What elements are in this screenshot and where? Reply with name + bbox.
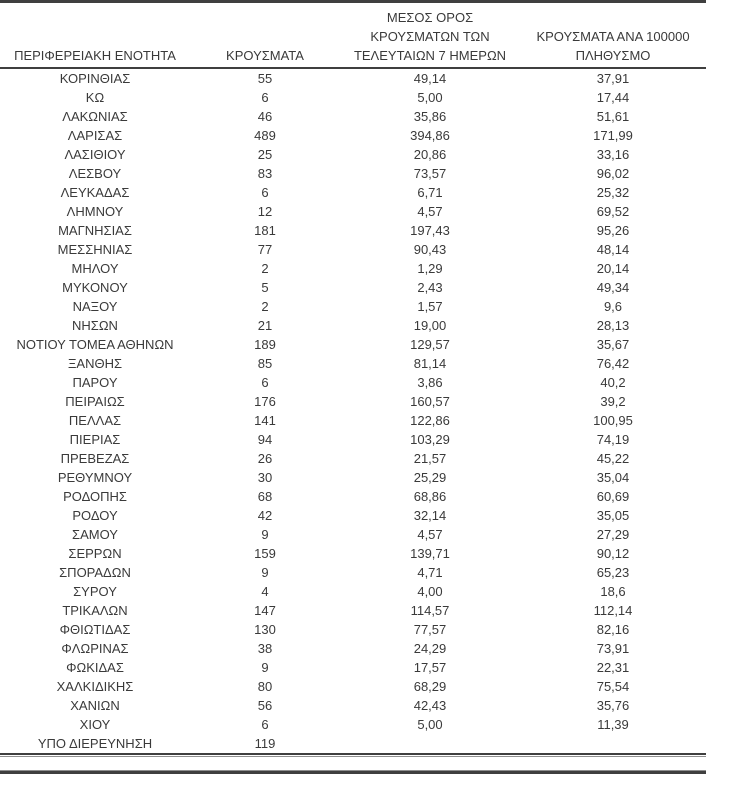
cell-avg7: 21,57 bbox=[413, 451, 447, 466]
cell-avg7: 73,57 bbox=[413, 166, 447, 181]
cell-cases: 5 bbox=[261, 280, 269, 295]
cell-avg7: 35,86 bbox=[413, 109, 447, 124]
header-per100k-line1: ΚΡΟΥΣΜΑΤΑ ΑΝΑ 100000 bbox=[536, 29, 690, 44]
header-per100k-line2: ΠΛΗΘΥΣΜΟ bbox=[575, 48, 651, 63]
cell-cases: 141 bbox=[254, 413, 276, 428]
cell-per100k: 35,76 bbox=[596, 698, 630, 713]
cell-region: ΝΟΤΙΟΥ ΤΟΜΕΑ ΑΘΗΝΩΝ bbox=[16, 337, 174, 352]
cell-per100k: 51,61 bbox=[596, 109, 630, 124]
cell-per100k: 65,23 bbox=[596, 565, 630, 580]
header-avg7 bbox=[340, 8, 520, 65]
cell-cases: 489 bbox=[254, 128, 276, 143]
cell-cases: 21 bbox=[257, 318, 273, 333]
cell-per100k: 27,29 bbox=[596, 527, 630, 542]
cell-avg7: 5,00 bbox=[417, 717, 443, 732]
cell-per100k: 82,16 bbox=[596, 622, 630, 637]
table-row bbox=[0, 392, 706, 411]
rule-gap bbox=[0, 757, 706, 770]
cell-avg7: 2,43 bbox=[417, 280, 443, 295]
cell-cases: 26 bbox=[257, 451, 273, 466]
cell-avg7: 4,00 bbox=[417, 584, 443, 599]
cell-region: ΝΑΞΟΥ bbox=[72, 299, 118, 314]
header-cases-label: ΚΡΟΥΣΜΑΤΑ bbox=[226, 48, 304, 63]
cell-per100k: 45,22 bbox=[596, 451, 630, 466]
table-row bbox=[0, 107, 706, 126]
table-row bbox=[0, 316, 706, 335]
cell-avg7: 122,86 bbox=[410, 413, 450, 428]
cell-avg7: 32,14 bbox=[413, 508, 447, 523]
cell-per100k: 9,6 bbox=[603, 299, 623, 314]
cell-cases: 46 bbox=[257, 109, 273, 124]
table-row bbox=[0, 639, 706, 658]
cell-cases: 9 bbox=[261, 527, 269, 542]
cell-cases: 56 bbox=[257, 698, 273, 713]
table-bottom-rule bbox=[0, 770, 706, 774]
table-row bbox=[0, 677, 706, 696]
cell-per100k: 18,6 bbox=[600, 584, 626, 599]
cell-per100k: 75,54 bbox=[596, 679, 630, 694]
table-row bbox=[0, 563, 706, 582]
cell-avg7: 1,29 bbox=[417, 261, 443, 276]
cell-per100k: 90,12 bbox=[596, 546, 630, 561]
cell-avg7: 4,71 bbox=[417, 565, 443, 580]
cell-avg7: 42,43 bbox=[413, 698, 447, 713]
cell-region: ΚΩ bbox=[85, 90, 105, 105]
cell-per100k: 76,42 bbox=[596, 356, 630, 371]
cell-per100k: 25,32 bbox=[596, 185, 630, 200]
cell-region: ΠΕΙΡΑΙΩΣ bbox=[65, 394, 125, 409]
header-cases bbox=[190, 46, 340, 65]
cell-region: ΣΑΜΟΥ bbox=[72, 527, 118, 542]
table-body bbox=[0, 69, 706, 753]
cell-region: ΧΑΝΙΩΝ bbox=[70, 698, 120, 713]
cell-cases: 55 bbox=[257, 71, 273, 86]
header-avg7-line2: ΚΡΟΥΣΜΑΤΩΝ ΤΩΝ bbox=[370, 29, 490, 44]
cell-per100k: 20,14 bbox=[596, 261, 630, 276]
cell-per100k: 40,2 bbox=[600, 375, 626, 390]
cell-region: ΧΙΟΥ bbox=[79, 717, 111, 732]
cell-cases: 80 bbox=[257, 679, 273, 694]
cell-per100k bbox=[520, 734, 706, 753]
cell-region: ΛΕΣΒΟΥ bbox=[68, 166, 122, 181]
table-row bbox=[0, 544, 706, 563]
table-header-row bbox=[0, 3, 706, 69]
cell-region: ΤΡΙΚΑΛΩΝ bbox=[62, 603, 128, 618]
cell-avg7: 90,43 bbox=[413, 242, 447, 257]
cell-region: ΛΑΣΙΘΙΟΥ bbox=[64, 147, 126, 162]
cell-region: ΠΕΛΛΑΣ bbox=[68, 413, 122, 428]
cell-per100k: 171,99 bbox=[593, 128, 633, 143]
cell-avg7: 129,57 bbox=[410, 337, 450, 352]
table-row bbox=[0, 715, 706, 734]
table-row bbox=[0, 88, 706, 107]
cell-cases: 6 bbox=[261, 375, 269, 390]
cell-per100k: 60,69 bbox=[596, 489, 630, 504]
cell-per100k: 73,91 bbox=[596, 641, 630, 656]
cell-cases: 176 bbox=[254, 394, 276, 409]
cell-region: ΡΟΔΟΠΗΣ bbox=[63, 489, 127, 504]
cell-region: ΞΑΝΘΗΣ bbox=[67, 356, 123, 371]
table-row bbox=[0, 240, 706, 259]
table-row bbox=[0, 335, 706, 354]
cell-region: ΧΑΛΚΙΔΙΚΗΣ bbox=[56, 679, 134, 694]
cell-per100k: 35,04 bbox=[596, 470, 630, 485]
cell-avg7: 197,43 bbox=[410, 223, 450, 238]
table-row bbox=[0, 278, 706, 297]
cell-cases: 83 bbox=[257, 166, 273, 181]
cell-per100k: 95,26 bbox=[596, 223, 630, 238]
cell-cases: 9 bbox=[261, 565, 269, 580]
cell-cases: 119 bbox=[254, 736, 276, 751]
cell-avg7: 4,57 bbox=[417, 527, 443, 542]
cell-cases: 38 bbox=[257, 641, 273, 656]
cell-per100k: 22,31 bbox=[596, 660, 630, 675]
cell-region: ΡΟΔΟΥ bbox=[72, 508, 118, 523]
cell-region: ΜΥΚΟΝΟΥ bbox=[62, 280, 128, 295]
table-row bbox=[0, 373, 706, 392]
cell-per100k: 48,14 bbox=[596, 242, 630, 257]
cell-cases: 2 bbox=[261, 261, 269, 276]
cell-region: ΠΡΕΒΕΖΑΣ bbox=[60, 451, 130, 466]
cell-region: ΣΕΡΡΩΝ bbox=[68, 546, 122, 561]
header-avg7-line1: ΜΕΣΟΣ ΟΡΟΣ bbox=[386, 10, 474, 25]
cell-per100k: 112,14 bbox=[593, 603, 633, 618]
cell-cases: 85 bbox=[257, 356, 273, 371]
cell-avg7: 139,71 bbox=[410, 546, 450, 561]
cell-cases: 4 bbox=[261, 584, 269, 599]
cell-region: ΠΑΡΟΥ bbox=[72, 375, 118, 390]
cell-cases: 2 bbox=[261, 299, 269, 314]
cell-region: ΛΑΚΩΝΙΑΣ bbox=[62, 109, 128, 124]
cell-region: ΜΗΛΟΥ bbox=[71, 261, 119, 276]
cell-per100k: 39,2 bbox=[600, 394, 626, 409]
table-row bbox=[0, 183, 706, 202]
table-row bbox=[0, 696, 706, 715]
cell-cases: 12 bbox=[257, 204, 273, 219]
cell-cases: 94 bbox=[257, 432, 273, 447]
cell-region: ΜΑΓΝΗΣΙΑΣ bbox=[58, 223, 132, 238]
cell-region: ΣΥΡΟΥ bbox=[73, 584, 117, 599]
cell-region: ΛΕΥΚΑΔΑΣ bbox=[60, 185, 130, 200]
cell-per100k: 69,52 bbox=[596, 204, 630, 219]
cell-cases: 9 bbox=[261, 660, 269, 675]
cell-region: ΛΑΡΙΣΑΣ bbox=[67, 128, 123, 143]
cell-region: ΛΗΜΝΟΥ bbox=[66, 204, 124, 219]
cell-avg7: 114,57 bbox=[410, 603, 450, 618]
table-row bbox=[0, 145, 706, 164]
cell-per100k: 37,91 bbox=[596, 71, 630, 86]
cell-cases: 181 bbox=[254, 223, 276, 238]
table-row bbox=[0, 430, 706, 449]
cell-cases: 6 bbox=[261, 90, 269, 105]
table-row bbox=[0, 468, 706, 487]
table-row bbox=[0, 354, 706, 373]
header-region bbox=[0, 46, 190, 65]
cell-avg7: 4,57 bbox=[417, 204, 443, 219]
cell-cases: 25 bbox=[257, 147, 273, 162]
cell-per100k: 96,02 bbox=[596, 166, 630, 181]
cell-cases: 130 bbox=[254, 622, 276, 637]
cell-avg7: 68,86 bbox=[413, 489, 447, 504]
table-row bbox=[0, 164, 706, 183]
cell-region: ΣΠΟΡΑΔΩΝ bbox=[59, 565, 131, 580]
cell-cases: 6 bbox=[261, 185, 269, 200]
table-row bbox=[0, 601, 706, 620]
cell-avg7: 160,57 bbox=[410, 394, 450, 409]
table-row bbox=[0, 221, 706, 240]
header-per100k bbox=[520, 27, 706, 65]
cell-per100k: 33,16 bbox=[596, 147, 630, 162]
cell-cases: 42 bbox=[257, 508, 273, 523]
cell-avg7: 5,00 bbox=[417, 90, 443, 105]
cell-region: ΠΙΕΡΙΑΣ bbox=[69, 432, 121, 447]
cell-cases: 159 bbox=[254, 546, 276, 561]
cell-cases: 30 bbox=[257, 470, 273, 485]
table-row bbox=[0, 658, 706, 677]
cell-region: ΦΘΙΩΤΙΔΑΣ bbox=[59, 622, 131, 637]
cell-per100k: 74,19 bbox=[596, 432, 630, 447]
table-row bbox=[0, 411, 706, 430]
cell-avg7 bbox=[340, 734, 520, 753]
cell-cases: 6 bbox=[261, 717, 269, 732]
cell-avg7: 25,29 bbox=[413, 470, 447, 485]
cell-per100k: 11,39 bbox=[597, 717, 629, 732]
cell-avg7: 81,14 bbox=[413, 356, 447, 371]
table-row bbox=[0, 449, 706, 468]
cell-region: ΥΠΟ ΔΙΕΡΕΥΝΗΣΗ bbox=[37, 736, 153, 751]
cell-avg7: 49,14 bbox=[413, 71, 447, 86]
cell-cases: 147 bbox=[254, 603, 276, 618]
cell-avg7: 17,57 bbox=[413, 660, 447, 675]
cell-per100k: 100,95 bbox=[593, 413, 633, 428]
table-row bbox=[0, 506, 706, 525]
cell-region: ΝΗΣΩΝ bbox=[72, 318, 118, 333]
header-avg7-line3: ΤΕΛΕΥΤΑΙΩΝ 7 ΗΜΕΡΩΝ bbox=[353, 48, 507, 63]
table-row bbox=[0, 297, 706, 316]
cell-per100k: 49,34 bbox=[596, 280, 630, 295]
cell-per100k: 17,44 bbox=[596, 90, 630, 105]
cell-avg7: 20,86 bbox=[413, 147, 447, 162]
table-row bbox=[0, 487, 706, 506]
cell-cases: 68 bbox=[257, 489, 273, 504]
cell-per100k: 35,05 bbox=[596, 508, 630, 523]
cell-avg7: 77,57 bbox=[413, 622, 447, 637]
cell-region: ΡΕΘΥΜΝΟΥ bbox=[57, 470, 133, 485]
cell-avg7: 103,29 bbox=[410, 432, 450, 447]
cell-avg7: 24,29 bbox=[413, 641, 447, 656]
table-row bbox=[0, 620, 706, 639]
cell-per100k: 28,13 bbox=[596, 318, 630, 333]
table-row bbox=[0, 582, 706, 601]
cell-avg7: 3,86 bbox=[417, 375, 443, 390]
cell-cases: 77 bbox=[257, 242, 273, 257]
table-row bbox=[0, 202, 706, 221]
header-region-label: ΠΕΡΙΦΕΡΕΙΑΚΗ ΕΝΟΤΗΤΑ bbox=[14, 48, 176, 63]
cell-avg7: 394,86 bbox=[410, 128, 450, 143]
table-row bbox=[0, 69, 706, 88]
cell-region: ΦΛΩΡΙΝΑΣ bbox=[61, 641, 129, 656]
table-row bbox=[0, 525, 706, 544]
cell-avg7: 6,71 bbox=[417, 185, 443, 200]
cell-per100k: 35,67 bbox=[596, 337, 630, 352]
table-row bbox=[0, 259, 706, 278]
cell-avg7: 1,57 bbox=[417, 299, 443, 314]
cell-region: ΦΩΚΙΔΑΣ bbox=[66, 660, 124, 675]
table-row bbox=[0, 126, 706, 145]
cell-region: ΚΟΡΙΝΘΙΑΣ bbox=[59, 71, 131, 86]
table-row bbox=[0, 734, 706, 753]
cell-avg7: 19,00 bbox=[413, 318, 447, 333]
cell-avg7: 68,29 bbox=[413, 679, 447, 694]
cell-cases: 189 bbox=[254, 337, 276, 352]
cell-region: ΜΕΣΣΗΝΙΑΣ bbox=[57, 242, 133, 257]
